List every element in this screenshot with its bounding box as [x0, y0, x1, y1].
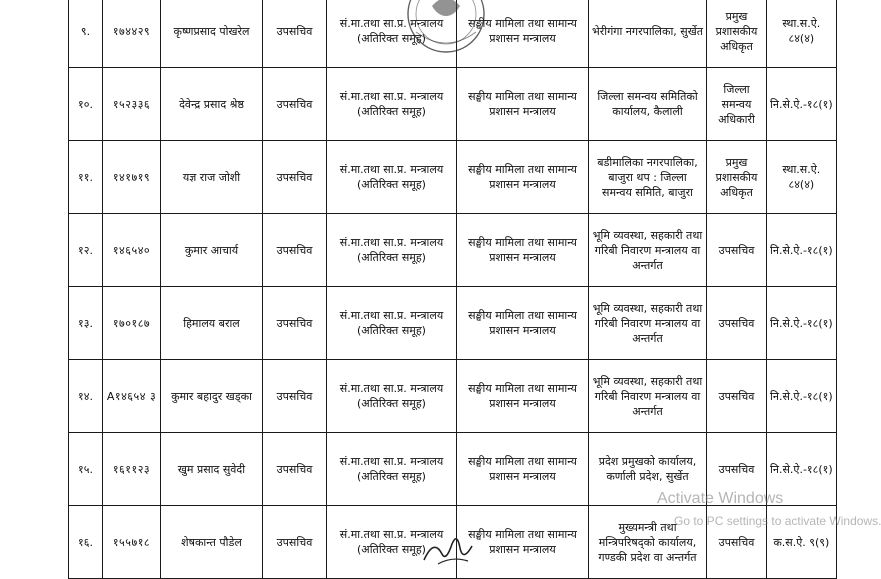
symbol-number-cell: १७०१८७: [103, 287, 161, 360]
serial-number-cell: १२.: [69, 214, 103, 287]
activation-watermark-title: Activate Windows: [657, 490, 784, 507]
current-office-cell: सं.मा.तथा सा.प्र. मन्त्रालय (अतिरिक्त समूह): [327, 287, 457, 360]
employee-name-cell: देवेन्द्र प्रसाद श्रेष्ठ: [161, 68, 263, 141]
role-cell: जिल्ला समन्वय अधिकारी: [707, 68, 767, 141]
position-cell: उपसचिव: [263, 360, 327, 433]
table-row: [69, 68, 837, 141]
posting-office-cell: मुख्यमन्त्री तथा मन्त्रिपरिषद्को कार्यालय, गण्डकी प्रदेश वा अन्तर्गत: [589, 506, 707, 579]
table-row: [69, 0, 837, 68]
serial-number-cell: ९.: [69, 0, 103, 68]
posting-office-cell: प्रदेश प्रमुखको कार्यालय, कर्णाली प्रदेश, सुर्खेत: [589, 433, 707, 506]
symbol-number-cell: १६११२३: [103, 433, 161, 506]
table-row: [69, 287, 837, 360]
employee-name-cell: कुमार बहादुर खड्का: [161, 360, 263, 433]
table-row: [69, 214, 837, 287]
current-office-cell: सं.मा.तथा सा.प्र. मन्त्रालय (अतिरिक्त समूह): [327, 214, 457, 287]
current-office-cell: सं.मा.तथा सा.प्र. मन्त्रालय (अतिरिक्त समूह): [327, 433, 457, 506]
employee-name-cell: यज्ञ राज जोशी: [161, 141, 263, 214]
transfer-ministry-cell: सङ्घीय मामिला तथा सामान्य प्रशासन मन्त्रालय: [457, 433, 589, 506]
position-cell: उपसचिव: [263, 287, 327, 360]
transfer-ministry-cell: सङ्घीय मामिला तथा सामान्य प्रशासन मन्त्रालय: [457, 214, 589, 287]
serial-number-cell: १४.: [69, 360, 103, 433]
position-cell: उपसचिव: [263, 214, 327, 287]
position-cell: उपसचिव: [263, 141, 327, 214]
position-cell: उपसचिव: [263, 68, 327, 141]
activation-watermark-subtitle: Go to PC settings to activate Windows.: [674, 514, 881, 528]
position-cell: उपसचिव: [263, 433, 327, 506]
serial-number-cell: १६.: [69, 506, 103, 579]
current-office-cell: सं.मा.तथा सा.प्र. मन्त्रालय (अतिरिक्त समूह): [327, 141, 457, 214]
position-cell: उपसचिव: [263, 506, 327, 579]
transfer-ministry-cell: सङ्घीय मामिला तथा सामान्य प्रशासन मन्त्रालय: [457, 287, 589, 360]
role-cell: प्रमुख प्रशासकीय अधिकृत: [707, 141, 767, 214]
posting-office-cell: भूमि व्यवस्था, सहकारी तथा गरिबी निवारण मन्त्रालय वा अन्तर्गत: [589, 214, 707, 287]
legal-provision-cell: नि.से.ऐ.-१८(१): [767, 68, 837, 141]
transfer-ministry-cell: सङ्घीय मामिला तथा सामान्य प्रशासन मन्त्रालय: [457, 506, 589, 579]
legal-provision-cell: स्था.स.ऐ. ८४(४): [767, 141, 837, 214]
transfer-ministry-cell: सङ्घीय मामिला तथा सामान्य प्रशासन मन्त्रालय: [457, 0, 589, 68]
legal-provision-cell: क.स.ऐ. ९(९): [767, 506, 837, 579]
symbol-number-cell: १५२३३६: [103, 68, 161, 141]
current-office-cell: सं.मा.तथा सा.प्र. मन्त्रालय (अतिरिक्त समूह): [327, 506, 457, 579]
symbol-number-cell: १४१७१९: [103, 141, 161, 214]
symbol-number-cell: १५५७१८: [103, 506, 161, 579]
posting-office-cell: बडीमालिका नगरपालिका, बाजुरा थप : जिल्ला समन्वय समिति, बाजुरा: [589, 141, 707, 214]
legal-provision-cell: नि.से.ऐ.-१८(१): [767, 433, 837, 506]
serial-number-cell: १५.: [69, 433, 103, 506]
transfer-ministry-cell: सङ्घीय मामिला तथा सामान्य प्रशासन मन्त्रालय: [457, 360, 589, 433]
legal-provision-cell: नि.से.ऐ.-१८(१): [767, 287, 837, 360]
legal-provision-cell: नि.से.ऐ.-१८(१): [767, 214, 837, 287]
current-office-cell: सं.मा.तथा सा.प्र. मन्त्रालय (अतिरिक्त समूह): [327, 360, 457, 433]
symbol-number-cell: १४६५४०: [103, 214, 161, 287]
position-cell: उपसचिव: [263, 0, 327, 68]
table-row: [69, 360, 837, 433]
employee-name-cell: हिमालय बराल: [161, 287, 263, 360]
legal-provision-cell: स्था.स.ऐ. ८४(४): [767, 0, 837, 68]
symbol-number-cell: A१४६५४ ३: [103, 360, 161, 433]
current-office-cell: सं.मा.तथा सा.प्र. मन्त्रालय (अतिरिक्त समूह): [327, 0, 457, 68]
current-office-cell: सं.मा.तथा सा.प्र. मन्त्रालय (अतिरिक्त समूह): [327, 68, 457, 141]
posting-office-cell: भूमि व्यवस्था, सहकारी तथा गरिबी निवारण मन्त्रालय वा अन्तर्गत: [589, 287, 707, 360]
serial-number-cell: ११.: [69, 141, 103, 214]
posting-office-cell: जिल्ला समन्वय समितिको कार्यालय, कैलाली: [589, 68, 707, 141]
role-cell: उपसचिव: [707, 287, 767, 360]
transfer-ministry-cell: सङ्घीय मामिला तथा सामान्य प्रशासन मन्त्रालय: [457, 68, 589, 141]
role-cell: उपसचिव: [707, 360, 767, 433]
role-cell: उपसचिव: [707, 506, 767, 579]
employee-name-cell: कृष्णप्रसाद पोखरेल: [161, 0, 263, 68]
table-row: [69, 141, 837, 214]
employee-name-cell: शेषकान्त पौडेल: [161, 506, 263, 579]
transfer-ministry-cell: सङ्घीय मामिला तथा सामान्य प्रशासन मन्त्रालय: [457, 141, 589, 214]
serial-number-cell: १३.: [69, 287, 103, 360]
posting-office-cell: भेरीगंगा नगरपालिका, सुर्खेत: [589, 0, 707, 68]
employee-name-cell: खुम प्रसाद सुवेदी: [161, 433, 263, 506]
role-cell: प्रमुख प्रशासकीय अधिकृत: [707, 0, 767, 68]
symbol-number-cell: १७४४२९: [103, 0, 161, 68]
role-cell: उपसचिव: [707, 214, 767, 287]
role-cell: उपसचिव: [707, 433, 767, 506]
employee-name-cell: कुमार आचार्य: [161, 214, 263, 287]
posting-office-cell: भूमि व्यवस्था, सहकारी तथा गरिबी निवारण मन्त्रालय वा अन्तर्गत: [589, 360, 707, 433]
legal-provision-cell: नि.से.ऐ.-१८(१): [767, 360, 837, 433]
serial-number-cell: १०.: [69, 68, 103, 141]
